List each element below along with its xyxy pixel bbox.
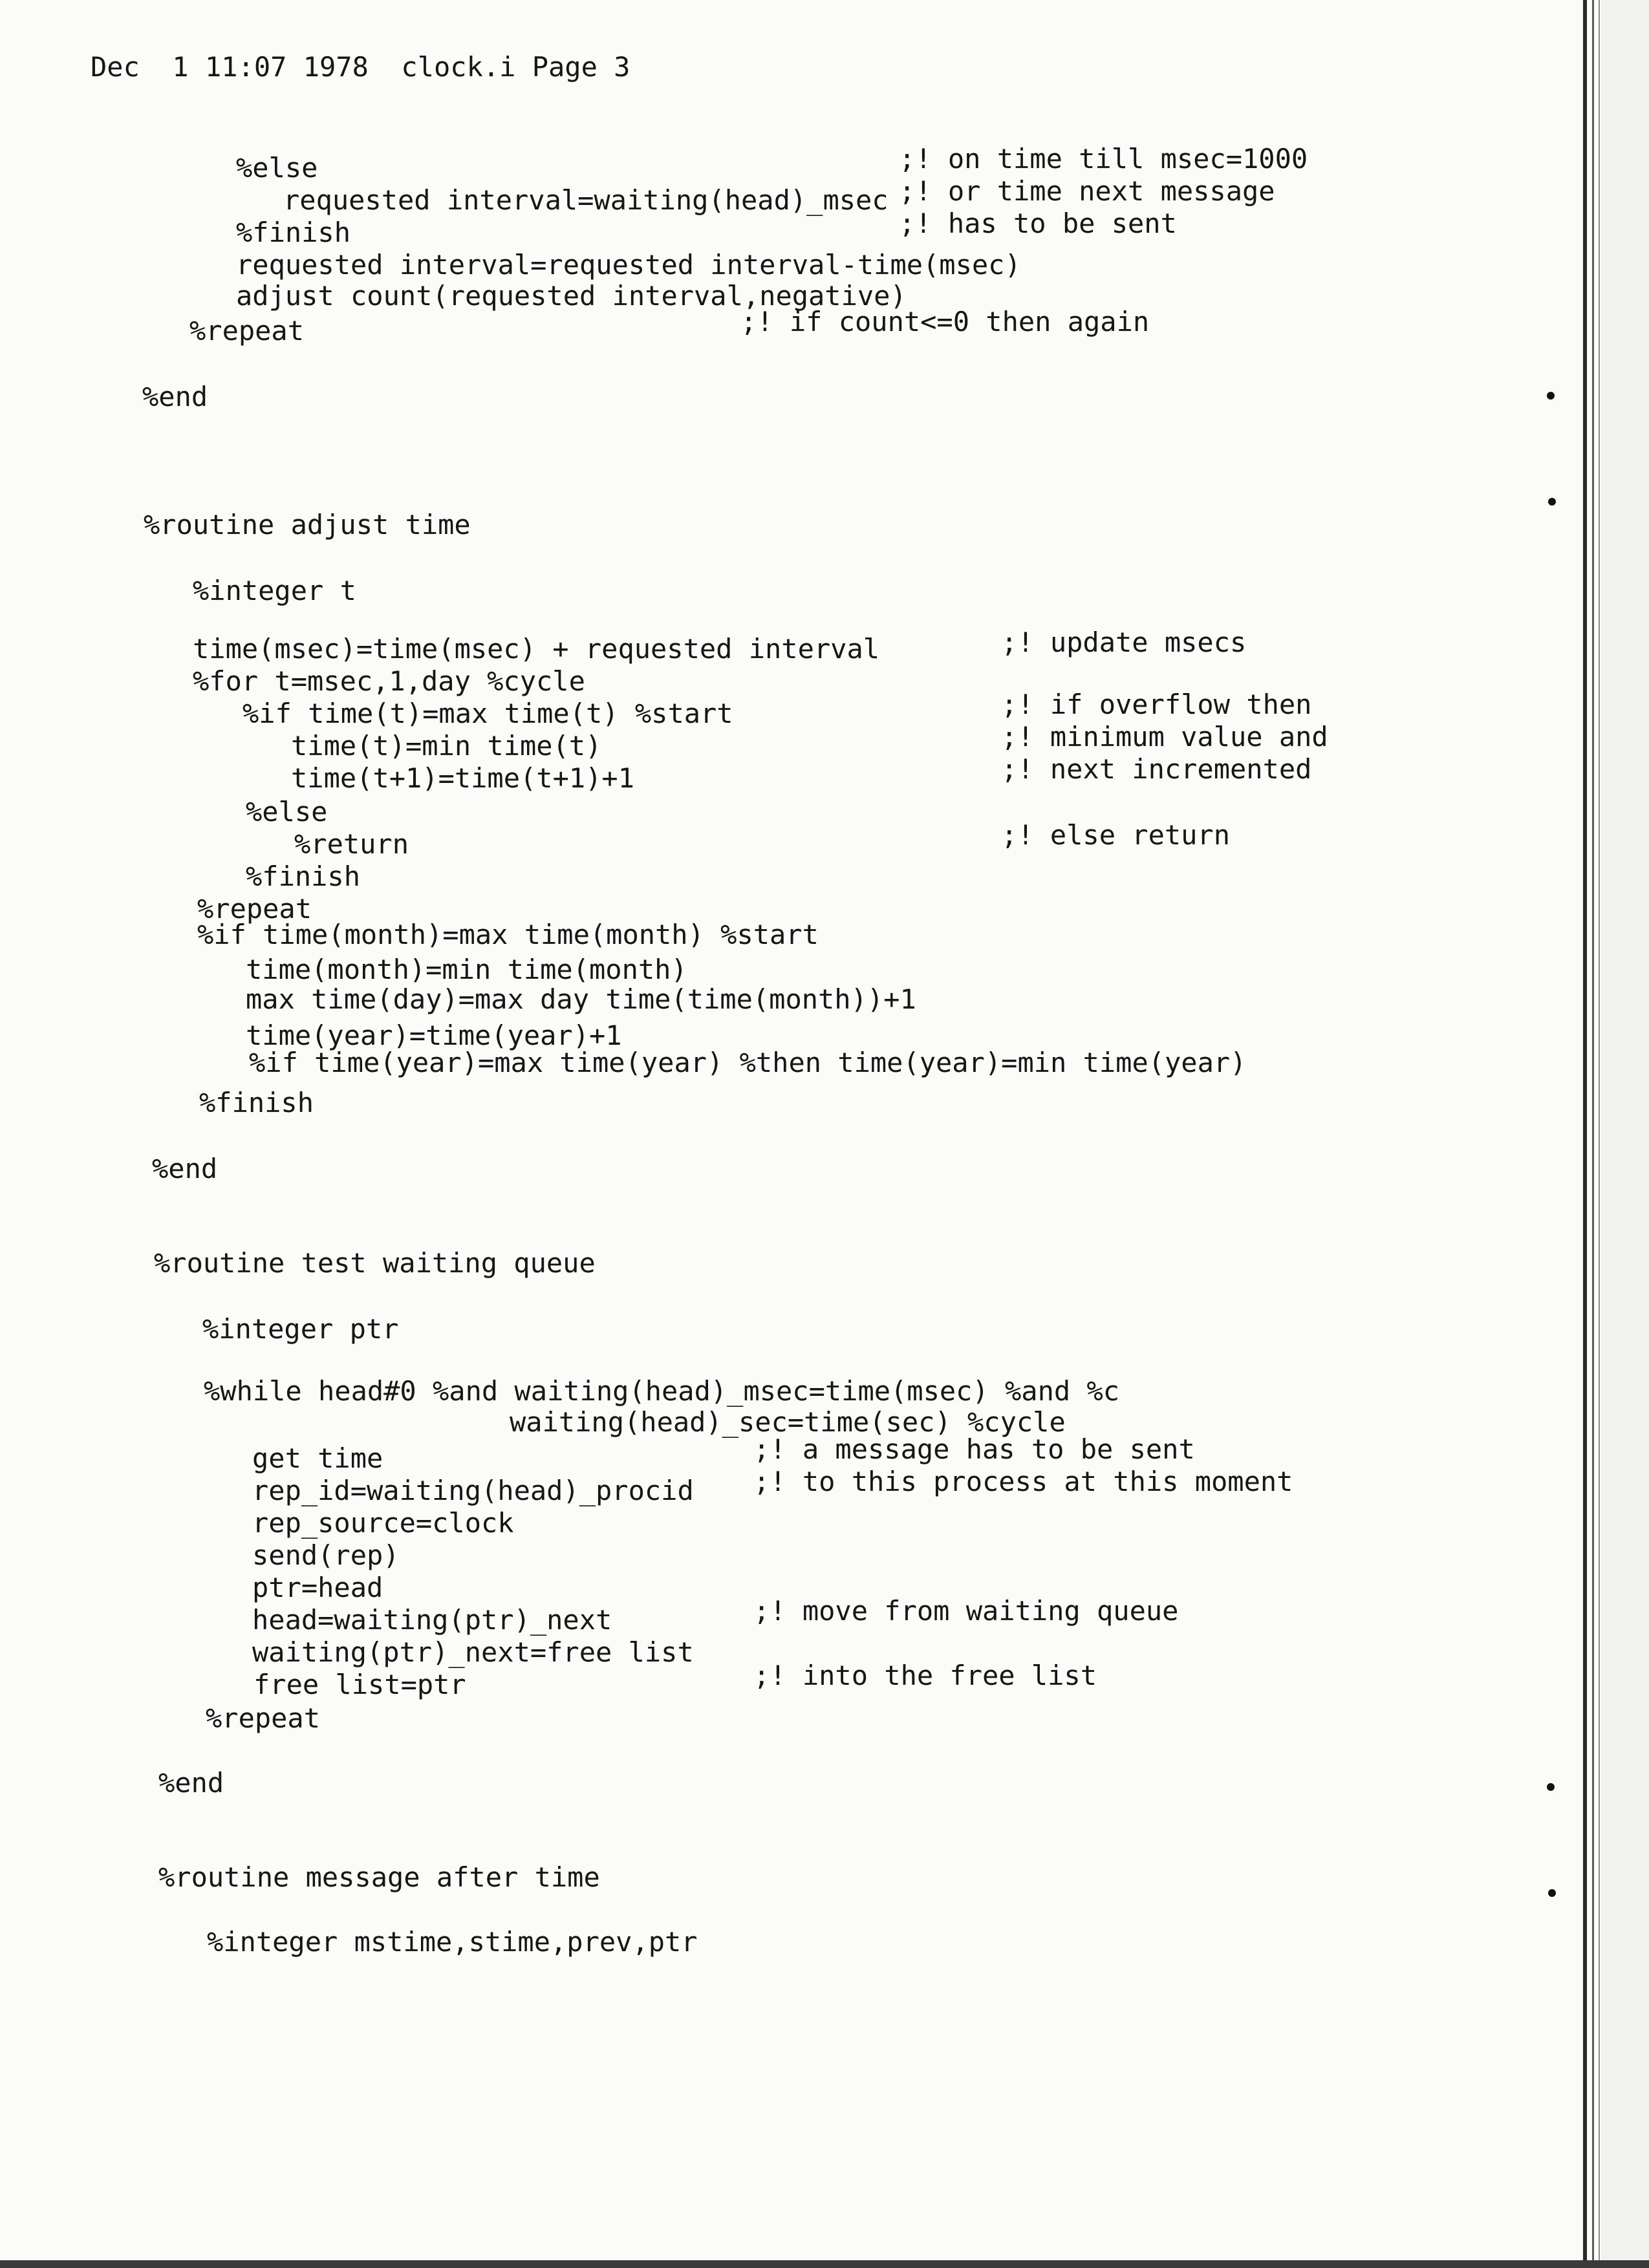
code-line: waiting(head)_sec=time(sec) %cycle: [510, 1406, 1066, 1438]
code-line: time(year)=time(year)+1: [246, 1020, 622, 1051]
code-line: %repeat: [197, 893, 312, 925]
page-edge-line: [1583, 0, 1587, 2268]
code-comment: ;! has to be sent: [899, 208, 1177, 239]
code-line: ptr=head: [252, 1572, 383, 1603]
code-comment: ;! else return: [1001, 819, 1231, 851]
page-edge-line: [1599, 0, 1600, 2268]
routine-heading: %routine test waiting queue: [154, 1247, 596, 1279]
code-line: %for t=msec,1,day %cycle: [193, 665, 585, 697]
code-comment: ;! update msecs: [1001, 626, 1247, 658]
code-line: %return: [294, 828, 409, 860]
code-line: %else: [236, 152, 318, 184]
page-edge-line: [1592, 0, 1594, 2268]
code-line: get time: [252, 1442, 383, 1474]
code-line: requested interval=requested interval-time(msec): [236, 249, 1021, 281]
page-bottom-edge: [0, 2260, 1649, 2268]
page-header: Dec 1 11:07 1978 clock.i Page 3: [91, 51, 630, 83]
code-line: max time(day)=max day time(time(month))+1: [246, 983, 916, 1015]
code-line: waiting(ptr)_next=free list: [252, 1636, 694, 1668]
code-line: %if time(month)=max time(month) %start: [197, 919, 819, 950]
code-line: %integer ptr: [202, 1313, 399, 1345]
code-line: time(msec)=time(msec) + requested interval: [193, 633, 880, 665]
code-line: %finish: [199, 1087, 314, 1118]
code-line: time(t+1)=time(t+1)+1: [291, 762, 635, 794]
code-line: send(rep): [252, 1539, 400, 1571]
code-comment: ;! next incremented: [1001, 753, 1312, 785]
code-line: %if time(t)=max time(t) %start: [242, 698, 733, 729]
routine-heading: %routine adjust time: [144, 509, 471, 540]
code-line: %integer mstime,stime,prev,ptr: [207, 1926, 698, 1958]
code-comment: ;! on time till msec=1000: [899, 143, 1308, 175]
code-line: free list=ptr: [253, 1669, 466, 1700]
page-edge-strip: [1601, 0, 1649, 2268]
code-line: %else: [246, 796, 328, 828]
code-comment: ;! if overflow then: [1001, 689, 1312, 720]
code-line: %integer t: [193, 575, 356, 606]
code-comment: ;! into the free list: [753, 1660, 1097, 1691]
code-line: %finish: [246, 861, 361, 892]
code-comment: ;! or time next message: [899, 175, 1275, 207]
code-line: time(t)=min time(t): [291, 730, 602, 762]
code-comment: ;! if count<=0 then again: [740, 306, 1150, 337]
code-line: %if time(year)=max time(year) %then time(year)=min time(year): [249, 1047, 1247, 1078]
code-line: %end: [158, 1767, 224, 1799]
code-line: requested interval=waiting(head)_msec: [283, 184, 889, 216]
code-line: time(month)=min time(month): [246, 954, 687, 985]
routine-heading: %routine message after time: [158, 1861, 600, 1893]
code-comment: ;! move from waiting queue: [753, 1595, 1179, 1627]
code-line: %end: [152, 1153, 218, 1184]
code-comment: ;! minimum value and: [1001, 721, 1328, 753]
code-line: adjust count(requested interval,negative): [236, 280, 907, 312]
code-line: head=waiting(ptr)_next: [252, 1604, 612, 1636]
code-line: rep_source=clock: [252, 1507, 514, 1539]
code-line: %repeat: [189, 315, 305, 347]
code-line: rep_id=waiting(head)_procid: [252, 1475, 694, 1506]
code-line: %finish: [236, 217, 351, 248]
code-comment: ;! to this process at this moment: [753, 1466, 1293, 1497]
code-line: %end: [142, 381, 208, 412]
code-line: %while head#0 %and waiting(head)_msec=time(msec) %and %c: [204, 1375, 1120, 1407]
code-comment: ;! a message has to be sent: [753, 1433, 1195, 1465]
code-line: %repeat: [206, 1702, 321, 1734]
